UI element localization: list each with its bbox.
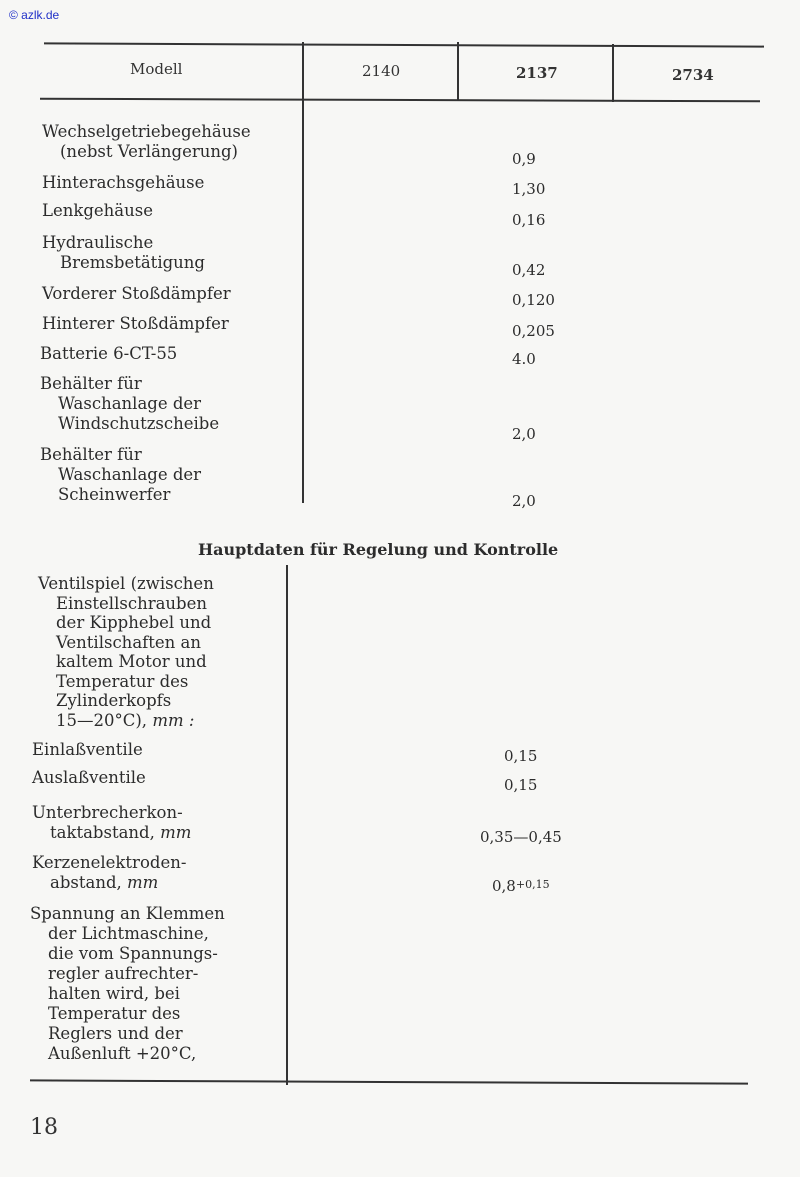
row-value: 0,9 [512, 150, 536, 168]
row-label: Vorderer Stoßdämpfer [42, 284, 231, 303]
header-bottom-rule [40, 98, 760, 103]
row-label: Hinterer Stoßdämpfer [42, 314, 229, 333]
row-value: $0,8^{+0,15}$ [492, 877, 550, 895]
page-number: 18 [30, 1115, 58, 1140]
header-model-3: 2734 [672, 66, 714, 84]
row-label: Lenkgehäuse [42, 201, 153, 220]
row-value: 0,15 [504, 776, 538, 794]
row-label: Behälter für Waschanlage der Scheinwerfer [40, 445, 202, 504]
row-value: 2,0 [512, 492, 536, 510]
header-label-modell: Modell [130, 60, 183, 78]
row-label: Einlaßventile [32, 740, 143, 759]
bottom-rule [30, 1079, 748, 1084]
header-model-1: 2140 [362, 62, 401, 80]
row-label: Auslaßventile [32, 768, 146, 787]
row-value: 0,16 [512, 211, 546, 229]
label-column-divider-1 [302, 100, 304, 503]
row-label: Wechselgetriebegehäuse (nebst Verlängerung) [42, 122, 251, 161]
row-label: Behälter für Waschanlage der Windschutzscheibe [40, 374, 220, 433]
row-label: Hinterachsgehäuse [42, 173, 205, 192]
row-value: 0,205 [512, 322, 555, 340]
row-value: 4.0 [512, 350, 536, 368]
row-label: Batterie 6-CT-55 [40, 344, 178, 363]
row-label: Kerzenelektroden- abstand, mm [32, 853, 187, 892]
row-label: Hydraulische Bremsbetätigung [42, 233, 205, 272]
header-divider-3 [612, 44, 614, 102]
top-rule [44, 42, 764, 47]
row-value: 0,35—0,45 [480, 828, 562, 846]
row-value: 2,0 [512, 425, 536, 443]
header-divider-1 [302, 42, 304, 100]
row-value: 0,42 [512, 261, 546, 279]
header-model-2: 2137 [516, 64, 558, 82]
row-label: Ventilspiel (zwischen Einstellschrauben der Kipphebel und Ventilschaften an kaltem Motor und Temperatur des Zylinderkopfs 15—20°C), mm : [38, 574, 214, 730]
row-value: 0,120 [512, 291, 555, 309]
label-column-divider-2 [286, 565, 288, 1085]
section-title: Hauptdaten für Regelung und Kontrolle [198, 540, 559, 559]
header-divider-2 [457, 42, 459, 100]
watermark: © azlk.de [9, 8, 60, 22]
row-value: 0,15 [504, 747, 538, 765]
row-label: Spannung an Klemmen der Lichtmaschine, die vom Spannungs- regler aufrechter- halten wird, bei Temperatur des Reglers und der Außenluft +20°C, [30, 904, 225, 1063]
row-value: 1,30 [512, 180, 546, 198]
row-label: Unterbrecherkon- taktabstand, mm [32, 803, 192, 842]
